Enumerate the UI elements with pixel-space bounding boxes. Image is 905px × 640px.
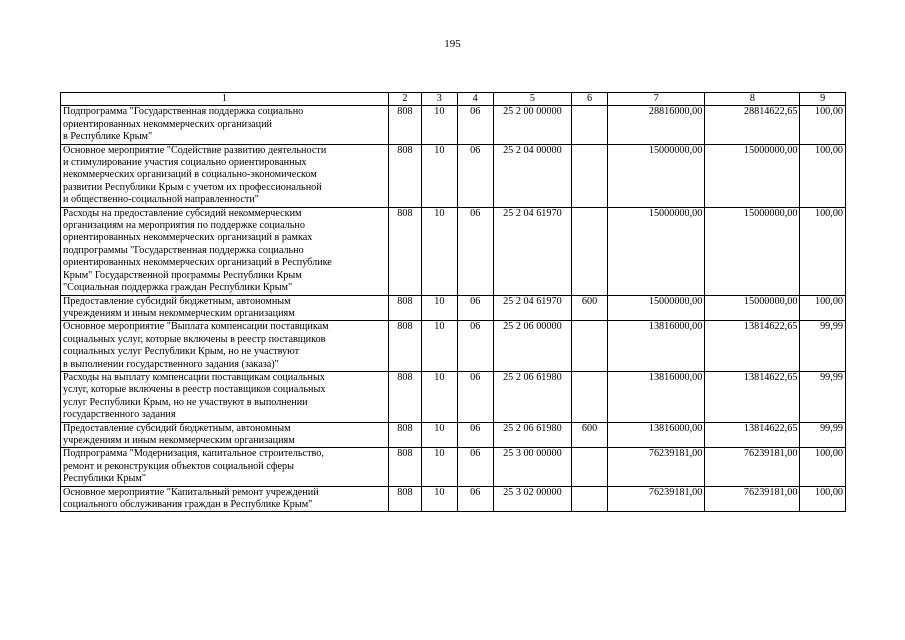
target-article-code: 25 2 06 00000: [493, 321, 571, 372]
actual-amount: 15000000,00: [705, 207, 800, 295]
target-article-code: 25 2 04 00000: [493, 144, 571, 207]
execution-percent: 100,00: [800, 295, 846, 321]
expense-type-code: [571, 207, 607, 295]
planned-amount: 13816000,00: [608, 321, 705, 372]
execution-percent: 100,00: [800, 448, 846, 486]
header-cell: 2: [388, 93, 421, 106]
subsection-code: 06: [457, 422, 493, 448]
execution-percent: 99,99: [800, 321, 846, 372]
execution-percent: 100,00: [800, 207, 846, 295]
header-cell: 4: [457, 93, 493, 106]
subsection-code: 06: [457, 144, 493, 207]
table-row: [61, 295, 846, 321]
expense-type-code: [571, 448, 607, 486]
actual-amount: 76239181,00: [705, 448, 800, 486]
row-name: Предоставление субсидий бюджетным, автономным учреждениям и иным некоммерческим организациям: [61, 422, 389, 448]
admin-code: 808: [388, 144, 421, 207]
table-row: [61, 144, 846, 207]
admin-code: 808: [388, 207, 421, 295]
table-row: [61, 422, 846, 448]
admin-code: 808: [388, 321, 421, 372]
expense-type-code: [571, 144, 607, 207]
actual-amount: 13814622,65: [705, 321, 800, 372]
admin-code: 808: [388, 295, 421, 321]
section-code: 10: [422, 371, 457, 422]
target-article-code: 25 2 04 61970: [493, 295, 571, 321]
execution-percent: 99,99: [800, 422, 846, 448]
actual-amount: 13814622,65: [705, 422, 800, 448]
subsection-code: 06: [457, 486, 493, 512]
header-cell: 8: [705, 93, 800, 106]
target-article-code: 25 3 00 00000: [493, 448, 571, 486]
section-code: 10: [422, 295, 457, 321]
target-article-code: 25 2 06 61980: [493, 422, 571, 448]
section-code: 10: [422, 321, 457, 372]
header-cell: 7: [608, 93, 705, 106]
header-cell: 9: [800, 93, 846, 106]
table-row: [61, 371, 846, 422]
admin-code: 808: [388, 486, 421, 512]
subsection-code: 06: [457, 371, 493, 422]
admin-code: 808: [388, 422, 421, 448]
table-row: [61, 106, 846, 144]
expense-type-code: [571, 486, 607, 512]
target-article-code: 25 2 00 00000: [493, 106, 571, 144]
target-article-code: 25 2 04 61970: [493, 207, 571, 295]
planned-amount: 76239181,00: [608, 486, 705, 512]
section-code: 10: [422, 106, 457, 144]
section-code: 10: [422, 448, 457, 486]
planned-amount: 28816000,00: [608, 106, 705, 144]
planned-amount: 13816000,00: [608, 371, 705, 422]
header-row: [61, 93, 846, 106]
section-code: 10: [422, 486, 457, 512]
planned-amount: 15000000,00: [608, 295, 705, 321]
subsection-code: 06: [457, 321, 493, 372]
subsection-code: 06: [457, 448, 493, 486]
row-name: Основное мероприятие "Выплата компенсации поставщикам социальных услуг, которые включены в реестр поставщиков социальных услуг Республики Крым, но не участвуют в выполнении государственного задания (заказа)": [61, 321, 389, 372]
expense-type-code: [571, 321, 607, 372]
execution-percent: 100,00: [800, 486, 846, 512]
actual-amount: 76239181,00: [705, 486, 800, 512]
actual-amount: 13814622,65: [705, 371, 800, 422]
subsection-code: 06: [457, 207, 493, 295]
header-cell: 3: [422, 93, 457, 106]
row-name: Подпрограмма "Модернизация, капитальное строительство, ремонт и реконструкция объектов социальной сферы Республики Крым": [61, 448, 389, 486]
execution-percent: 100,00: [800, 144, 846, 207]
expense-type-code: [571, 371, 607, 422]
table-row: [61, 486, 846, 512]
execution-percent: 99,99: [800, 371, 846, 422]
execution-percent: 100,00: [800, 106, 846, 144]
header-cell: 1: [61, 93, 389, 106]
target-article-code: 25 3 02 00000: [493, 486, 571, 512]
row-name: Предоставление субсидий бюджетным, автономным учреждениям и иным некоммерческим организациям: [61, 295, 389, 321]
row-name: Основное мероприятие "Содействие развитию деятельности и стимулирование участия социально ориентированных некоммерческих организаций в социально-экономическом развитии Республики Крым с учетом их профессиональной и общественно-социальной направленности": [61, 144, 389, 207]
planned-amount: 15000000,00: [608, 207, 705, 295]
table-row: [61, 448, 846, 486]
expense-type-code: 600: [571, 422, 607, 448]
row-name: Основное мероприятие "Капитальный ремонт учреждений социального обслуживания граждан в Республике Крым": [61, 486, 389, 512]
target-article-code: 25 2 06 61980: [493, 371, 571, 422]
row-name: Расходы на предоставление субсидий некоммерческим организациям на мероприятия по поддержке социально ориентированных некоммерческих организаций в рамках подпрограммы "Государственная поддержка социально ориентированных некоммерческих организаций в Республике Крым" Государственной программы Республики Крым "Социальная поддержка граждан Республики Крым": [61, 207, 389, 295]
planned-amount: 76239181,00: [608, 448, 705, 486]
section-code: 10: [422, 207, 457, 295]
page-number: 195: [444, 38, 461, 50]
section-code: 10: [422, 144, 457, 207]
row-name: Расходы на выплату компенсации поставщикам социальных услуг, которые включены в реестр поставщиков социальных услуг Республики Крым, но не участвуют в выполнении государственного задания: [61, 371, 389, 422]
header-cell: 6: [571, 93, 607, 106]
subsection-code: 06: [457, 295, 493, 321]
planned-amount: 15000000,00: [608, 144, 705, 207]
actual-amount: 28814622,65: [705, 106, 800, 144]
actual-amount: 15000000,00: [705, 144, 800, 207]
admin-code: 808: [388, 371, 421, 422]
admin-code: 808: [388, 448, 421, 486]
subsection-code: 06: [457, 106, 493, 144]
table-row: [61, 321, 846, 372]
expense-type-code: [571, 106, 607, 144]
table-row: [61, 207, 846, 295]
budget-table: [60, 92, 846, 512]
section-code: 10: [422, 422, 457, 448]
planned-amount: 13816000,00: [608, 422, 705, 448]
expense-type-code: 600: [571, 295, 607, 321]
admin-code: 808: [388, 106, 421, 144]
header-cell: 5: [493, 93, 571, 106]
actual-amount: 15000000,00: [705, 295, 800, 321]
row-name: Подпрограмма "Государственная поддержка социально ориентированных некоммерческих организаций в Республике Крым": [61, 106, 389, 144]
